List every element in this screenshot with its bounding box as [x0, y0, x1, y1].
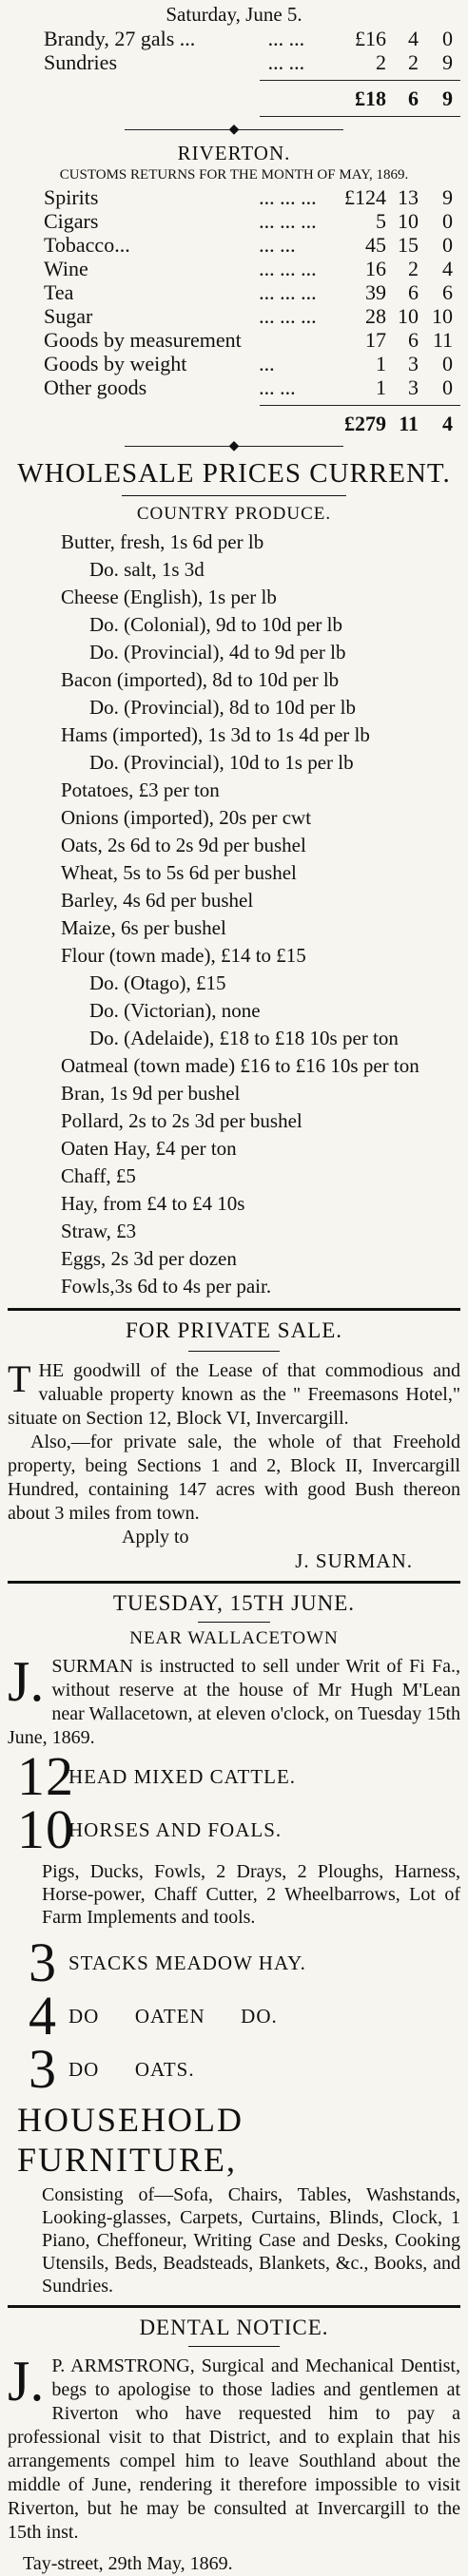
divider — [188, 2346, 280, 2347]
row-shillings: 2 — [408, 257, 419, 280]
row-dots: ... ... — [267, 50, 305, 74]
total-pounds: £18 — [355, 87, 386, 110]
lot-row — [17, 1798, 460, 1860]
lot-number: 10 — [17, 1798, 74, 1860]
dental-footer: Tay-street, 29th May, 1869. — [23, 2553, 233, 2574]
furniture-title: HOUSEHOLD FURNITURE, — [17, 2101, 244, 2179]
implements-text: Pigs, Ducks, Fowls, 2 Drays, 2 Ploughs, Harness, Horse-power, Chaff Cutter, 2 Wheelbarrows, Lot of Farm Implements and tools. — [42, 1861, 460, 1928]
row-pounds: 2 — [376, 50, 386, 74]
list-item: Oatmeal (town made) £16 to £16 10s per ton — [61, 1054, 419, 1077]
row-label: Other goods — [44, 375, 147, 399]
list-item: Do. (Provincial), 10d to 1s per lb — [89, 751, 354, 774]
row-dots: ... — [259, 352, 275, 375]
list-item: Bran, 1s 9d per bushel — [61, 1082, 241, 1105]
row-pence: 6 — [442, 280, 453, 304]
table-row — [8, 233, 460, 257]
divider — [122, 495, 346, 496]
row-pounds: £124 — [344, 185, 386, 209]
row-label: Sugar — [44, 304, 93, 328]
riverton-title: RIVERTON. — [177, 142, 291, 164]
wholesale-title: WHOLESALE PRICES CURRENT. — [17, 458, 451, 489]
total-row — [8, 412, 460, 435]
sum-rule — [260, 80, 460, 81]
row-shillings: 13 — [398, 185, 419, 209]
ornament-divider: ◆ — [8, 439, 460, 454]
row-shillings: 3 — [408, 352, 419, 375]
private-sale-body — [8, 1359, 460, 1431]
row-pence: 0 — [442, 233, 453, 257]
row-shillings: 6 — [408, 328, 419, 352]
table-row — [8, 209, 460, 233]
table-row — [8, 185, 460, 209]
lot-number: 3 — [29, 2038, 57, 2100]
table-row — [8, 352, 460, 375]
row-pounds: £16 — [355, 27, 386, 50]
row-pounds: 16 — [365, 257, 386, 280]
tuesday-intro — [8, 1650, 460, 1750]
row-pence: 0 — [442, 375, 453, 399]
list-item: Do. (Otago), £15 — [89, 971, 226, 994]
row-shillings: 15 — [398, 233, 419, 257]
row-label: Spirits — [44, 185, 99, 209]
row-label: Wine — [44, 257, 88, 280]
list-item: Do. (Adelaide), £18 to £18 10s per ton — [89, 1027, 399, 1049]
row-pence: 9 — [442, 185, 453, 209]
list-item: Eggs, 2s 3d per dozen — [61, 1247, 237, 1270]
saturday-title: Saturday, June 5. — [166, 3, 302, 26]
row-pence: 0 — [442, 209, 453, 233]
list-item: Do. (Provincial), 8d to 10d per lb — [89, 696, 356, 719]
total-pence: 9 — [442, 87, 453, 110]
dental-body — [8, 2350, 460, 2545]
stack-lots — [8, 1932, 460, 2100]
table-row — [8, 257, 460, 280]
section-divider — [8, 2305, 460, 2308]
list-item: Oats, 2s 6d to 2s 9d per bushel — [61, 834, 306, 856]
row-label: Goods by measurement — [44, 328, 242, 352]
lot-text: HORSES AND FOALS. — [68, 1817, 283, 1841]
total-pence: 4 — [442, 412, 453, 435]
private-sale-para1: HE goodwill of the Lease of that commodious and valuable property known as the " Freemasons Hotel," situate on Section 12, Block VI, Invercargill. — [8, 1360, 460, 1429]
private-sale-title: FOR PRIVATE SALE. — [125, 1318, 343, 1342]
row-pounds: 5 — [376, 209, 386, 233]
total-pounds: £279 — [344, 412, 386, 435]
cattle-lots — [8, 1745, 460, 1860]
lot-number: 3 — [29, 1932, 57, 1993]
row-shillings: 6 — [408, 280, 419, 304]
table-row — [8, 50, 460, 74]
row-dots: ... ... ... — [259, 257, 317, 280]
list-item: Hay, from £4 to £4 10s — [61, 1192, 245, 1215]
newspaper-page — [0, 2, 468, 2574]
ornament-divider: ◆ — [8, 123, 460, 138]
row-shillings: 3 — [408, 375, 419, 399]
row-pence: 10 — [432, 304, 453, 328]
list-item: Bacon (imported), 8d to 10d per lb — [61, 668, 340, 691]
lot-number: 4 — [29, 1985, 57, 2047]
row-dots: ... ... — [267, 27, 305, 50]
signer: J. SURMAN. — [295, 1549, 413, 1572]
tuesday-intro-text: SURMAN is instructed to sell under Writ of Fi Fa., without reserve at the house of Mr Hugh M'Lean near Wallacetown, at eleven o'clock, on Tuesday 15th June, 1869. — [8, 1656, 460, 1748]
row-pounds: 17 — [365, 328, 386, 352]
row-dots: ... ... ... — [259, 280, 317, 304]
saturday-table — [8, 27, 460, 74]
row-label: Brandy, 27 gals ... — [44, 27, 196, 50]
table-row — [8, 375, 460, 399]
row-label: Tea — [44, 280, 74, 304]
row-dots: ... ... ... — [259, 185, 317, 209]
riverton-table — [8, 185, 460, 399]
list-item: Do. (Provincial), 4d to 9d per lb — [89, 641, 346, 663]
total-row — [8, 87, 460, 110]
list-item: Barley, 4s 6d per bushel — [61, 889, 254, 912]
total-shillings: 6 — [408, 87, 419, 110]
tuesday-title: TUESDAY, 15TH JUNE. — [112, 1591, 356, 1615]
list-item: Do. (Victorian), none — [89, 999, 261, 1022]
row-pence: 0 — [442, 27, 453, 50]
list-item: Potatoes, £3 per ton — [61, 779, 220, 801]
section-divider — [8, 1308, 460, 1311]
row-dots: ... ... — [259, 233, 296, 257]
saturday-total — [8, 87, 460, 110]
dental-body-text: P. ARMSTRONG, Surgical and Mechanical Dentist, begs to apologise to those ladies and gentlemen at Riverton who have requested him to pay a professional visit to that District, and to explain that his arrangements compel him to leave Southland about the middle of June, rendering it therefore impossible to visit Riverton, but he may be consulted at Invercargill to the 15th inst. — [8, 2355, 460, 2543]
dental-title: DENTAL NOTICE. — [139, 2316, 329, 2339]
lot-row — [17, 1745, 460, 1807]
row-label: Tobacco... — [44, 233, 130, 257]
row-shillings: 10 — [398, 304, 419, 328]
list-item: Maize, 6s per bushel — [61, 916, 226, 939]
total-shillings: 11 — [399, 412, 419, 435]
row-dots: ... ... ... — [259, 209, 317, 233]
lot-text: DO OATS. — [68, 2057, 195, 2081]
list-item: Straw, £3 — [61, 1220, 137, 1242]
row-pence: 11 — [432, 328, 453, 352]
row-dots: ... ... ... — [259, 304, 317, 328]
row-shillings: 4 — [408, 27, 419, 50]
private-sale-para2: Also,—for private sale, the whole of that Freehold property, being Sections 1 and 2, Block II, Invercargill Hundred, containing 147 acres with good Bush thereon about 3 miles from town. — [8, 1432, 460, 1524]
table-row — [8, 304, 460, 328]
row-pence: 9 — [442, 50, 453, 74]
lot-text: HEAD MIXED CATTLE. — [68, 1764, 297, 1788]
row-pounds: 1 — [376, 352, 386, 375]
lot-number: 12 — [17, 1745, 74, 1807]
lot-row — [17, 2038, 460, 2100]
riverton-total — [8, 412, 460, 435]
divider — [188, 1351, 280, 1352]
table-row — [8, 27, 460, 50]
riverton-subtitle: CUSTOMS RETURNS FOR THE MONTH OF MAY, 1869. — [59, 167, 409, 183]
divider — [198, 1622, 270, 1623]
row-pence: 0 — [442, 352, 453, 375]
row-label: Goods by weight — [44, 352, 187, 375]
list-item: Hams (imported), 1s 3d to 1s 4d per lb — [61, 723, 370, 746]
list-item: Chaff, £5 — [61, 1164, 136, 1187]
list-item: Do. (Colonial), 9d to 10d per lb — [89, 613, 342, 636]
lot-text: STACKS MEADOW HAY. — [68, 1951, 306, 1974]
row-dots — [253, 328, 320, 352]
row-pounds: 39 — [365, 280, 386, 304]
row-pence: 4 — [442, 257, 453, 280]
list-item: Butter, fresh, 1s 6d per lb — [61, 530, 264, 553]
apply-to: Apply to — [122, 1527, 189, 1548]
list-item: Flour (town made), £14 to £15 — [61, 944, 306, 967]
produce-list — [8, 529, 460, 1300]
row-label: Sundries — [44, 50, 117, 74]
table-row — [8, 328, 460, 352]
list-item: Do. salt, 1s 3d — [89, 558, 205, 581]
list-item: Cheese (English), 1s per lb — [61, 586, 277, 608]
row-pounds: 28 — [365, 304, 386, 328]
row-pounds: 1 — [376, 375, 386, 399]
list-item: Pollard, 2s to 2s 3d per bushel — [61, 1109, 302, 1132]
row-shillings: 10 — [398, 209, 419, 233]
wallacetown-subtitle: NEAR WALLACETOWN — [129, 1628, 339, 1648]
dropcap: T — [8, 1357, 31, 1400]
section-divider — [8, 1581, 460, 1584]
sum-rule — [260, 116, 460, 117]
row-shillings: 2 — [408, 50, 419, 74]
lot-row — [17, 1932, 460, 1993]
dropcap: J. — [8, 2350, 45, 2413]
list-item: Oaten Hay, £4 per ton — [61, 1137, 237, 1160]
list-item: Fowls,3s 6d to 4s per pair. — [61, 1275, 272, 1298]
table-row — [8, 280, 460, 304]
country-produce-subtitle: COUNTRY PRODUCE. — [136, 504, 332, 524]
sum-rule — [260, 405, 460, 406]
list-item: Onions (imported), 20s per cwt — [61, 806, 312, 829]
row-dots: ... ... — [259, 375, 296, 399]
furniture-list: Consisting of—Sofa, Chairs, Tables, Washstands, Looking-glasses, Carpets, Curtains, Blinds, Clock, 1 Piano, Cheffoneur, Writing Case and Desks, Cooking Utensils, Beds, Beadsteads, Blankets, &c., Books, and Sundries. — [42, 2184, 460, 2297]
dropcap: J. — [8, 1650, 45, 1713]
row-pounds: 45 — [365, 233, 386, 257]
row-label: Cigars — [44, 209, 99, 233]
lot-text: DO OATEN DO. — [68, 2004, 278, 2028]
list-item: Wheat, 5s to 5s 6d per bushel — [61, 861, 297, 884]
lot-row — [17, 1985, 460, 2047]
